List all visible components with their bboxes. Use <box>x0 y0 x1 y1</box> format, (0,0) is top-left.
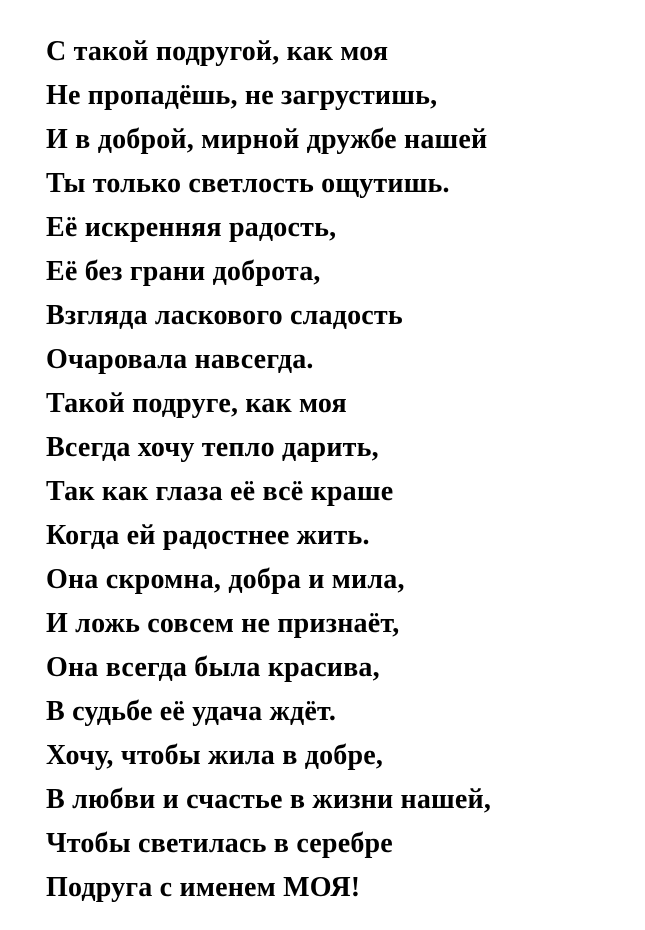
poem-line: Так как глаза её всё краше <box>46 476 394 507</box>
poem-line: Её искренняя радость, <box>46 212 337 243</box>
poem-line: Подруга с именем МОЯ! <box>46 872 361 903</box>
poem-line: Всегда хочу тепло дарить, <box>46 432 379 463</box>
poem-line: И ложь совсем не признаёт, <box>46 608 400 639</box>
poem-line: Она всегда была красива, <box>46 652 380 683</box>
poem-line: В любви и счастье в жизни нашей, <box>46 784 492 815</box>
poem-line: И в доброй, мирной дружбе нашей <box>46 124 488 155</box>
poem-line: Чтобы светилась в серебре <box>46 828 393 859</box>
poem-line: Очаровала навсегда. <box>46 344 314 375</box>
poem-line: Такой подруге, как моя <box>46 388 347 419</box>
poem-line: Ты только светлость ощутишь. <box>46 168 450 199</box>
poem-line: Хочу, чтобы жила в добре, <box>46 740 384 771</box>
poem-line: Взгляда ласкового сладость <box>46 300 403 331</box>
poem-line: Она скромна, добра и мила, <box>46 564 405 595</box>
poem-line: В судьбе её удача ждёт. <box>46 696 337 727</box>
poem-line: Не пропадёшь, не загрустишь, <box>46 80 438 111</box>
poem-line: С такой подругой, как моя <box>46 36 389 67</box>
poem-line: Когда ей радостнее жить. <box>46 520 370 551</box>
poem-line: Её без грани доброта, <box>46 256 321 287</box>
